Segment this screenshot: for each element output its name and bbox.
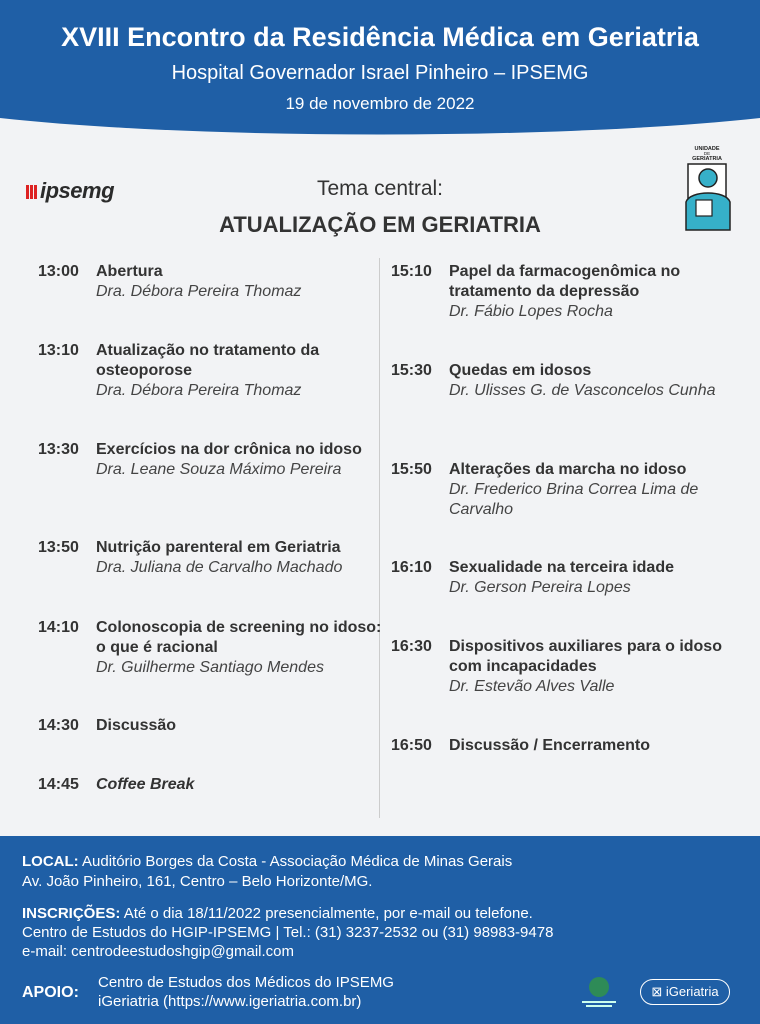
theme-title: ATUALIZAÇÃO EM GERIATRIA bbox=[219, 212, 541, 237]
schedule-speaker: Dra. Leane Souza Máximo Pereira bbox=[96, 461, 342, 478]
schedule-speaker: Dr. Estevão Alves Valle bbox=[449, 678, 615, 695]
schedule-time: 15:50 bbox=[391, 461, 432, 478]
apoio-label: APOIO: bbox=[22, 984, 79, 1001]
contact-line: Centro de Estudos do HGIP-IPSEMG | Tel.: (31) 3237-2532 ou (31) 98983-9478 bbox=[22, 924, 554, 941]
ipsemg-logo: ipsemg bbox=[26, 178, 114, 205]
schedule-time: 15:10 bbox=[391, 263, 432, 280]
local-line: LOCAL: Auditório Borges da Costa - Associação Médica de Minas Gerais bbox=[22, 853, 513, 870]
schedule-title: Colonoscopia de screening no idoso: o que é racional bbox=[96, 619, 382, 656]
schedule-time: 16:30 bbox=[391, 638, 432, 655]
registration-line: INSCRIÇÕES: Até o dia 18/11/2022 presencialmente, por e-mail ou telefone. bbox=[22, 905, 533, 922]
schedule-time: 13:30 bbox=[38, 441, 79, 458]
theme-label: Tema central: bbox=[316, 177, 444, 200]
svg-text:UNIDADE: UNIDADE bbox=[694, 146, 720, 152]
svg-text:GERIATRIA: GERIATRIA bbox=[692, 156, 722, 162]
schedule-speaker: Dr. Frederico Brina Correa Lima de Carvalho bbox=[449, 481, 699, 518]
schedule-title: Quedas em idosos bbox=[449, 362, 592, 379]
schedule-time: 13:00 bbox=[38, 263, 79, 280]
schedule-title: Papel da farmacogenômica no tratamento da depressão bbox=[449, 263, 681, 300]
schedule-title: Abertura bbox=[96, 263, 163, 280]
schedule-speaker: Dr. Fábio Lopes Rocha bbox=[449, 303, 613, 320]
schedule-title: Sexualidade na terceira idade bbox=[449, 559, 674, 576]
schedule-title: Discussão / Encerramento bbox=[449, 737, 650, 754]
schedule-speaker: Dr. Gerson Pereira Lopes bbox=[449, 579, 631, 596]
schedule-speaker: Dra. Juliana de Carvalho Machado bbox=[96, 559, 343, 576]
apoio-text: Centro de Estudos dos Médicos do IPSEMG iGeriatria (https://www.igeriatria.com.br) bbox=[98, 974, 394, 1010]
schedule-title: Atualização no tratamento da osteoporose bbox=[96, 342, 320, 379]
svg-text:DE: DE bbox=[703, 151, 711, 156]
event-venue: Hospital Governador Israel Pinheiro – IPSEMG bbox=[171, 62, 589, 84]
event-title: XVIII Encontro da Residência Médica em Geriatria bbox=[61, 22, 699, 52]
schedule-title: Discussão bbox=[96, 717, 177, 734]
schedule-time: 14:10 bbox=[38, 619, 79, 636]
schedule-time: 13:50 bbox=[38, 539, 79, 556]
schedule-speaker: Dr. Ulisses G. de Vasconcelos Cunha bbox=[449, 382, 716, 399]
schedule-time: 16:10 bbox=[391, 559, 432, 576]
schedule-time: 15:30 bbox=[391, 362, 432, 379]
schedule-title: Dispositivos auxiliares para o idoso com incapacidades bbox=[449, 638, 722, 675]
centro-estudos-logo bbox=[578, 974, 620, 1010]
email-line: e-mail: centrodeestudoshgip@gmail.com bbox=[22, 943, 295, 960]
event-date: 19 de novembro de 2022 bbox=[285, 94, 475, 113]
footer-info bbox=[0, 836, 760, 1024]
address-line: Av. João Pinheiro, 161, Centro – Belo Horizonte/MG. bbox=[22, 873, 373, 890]
schedule-title: Exercícios na dor crônica no idoso bbox=[96, 441, 362, 458]
schedule-title: Nutrição parenteral em Geriatria bbox=[96, 539, 341, 556]
schedule-time: 16:50 bbox=[391, 737, 432, 754]
schedule-speaker: Dra. Débora Pereira Thomaz bbox=[96, 283, 302, 300]
schedule-time: 14:45 bbox=[38, 776, 79, 793]
header-banner bbox=[0, 0, 760, 140]
schedule-title: Alterações da marcha no idoso bbox=[449, 461, 687, 478]
igeriatria-logo: ⊠ iGeriatria bbox=[640, 979, 730, 1005]
schedule-time: 13:10 bbox=[38, 342, 79, 359]
schedule-speaker: Dra. Débora Pereira Thomaz bbox=[96, 382, 302, 399]
schedule-speaker: Dr. Guilherme Santiago Mendes bbox=[96, 659, 324, 676]
schedule-time: 14:30 bbox=[38, 717, 79, 734]
schedule-title: Coffee Break bbox=[96, 776, 195, 793]
